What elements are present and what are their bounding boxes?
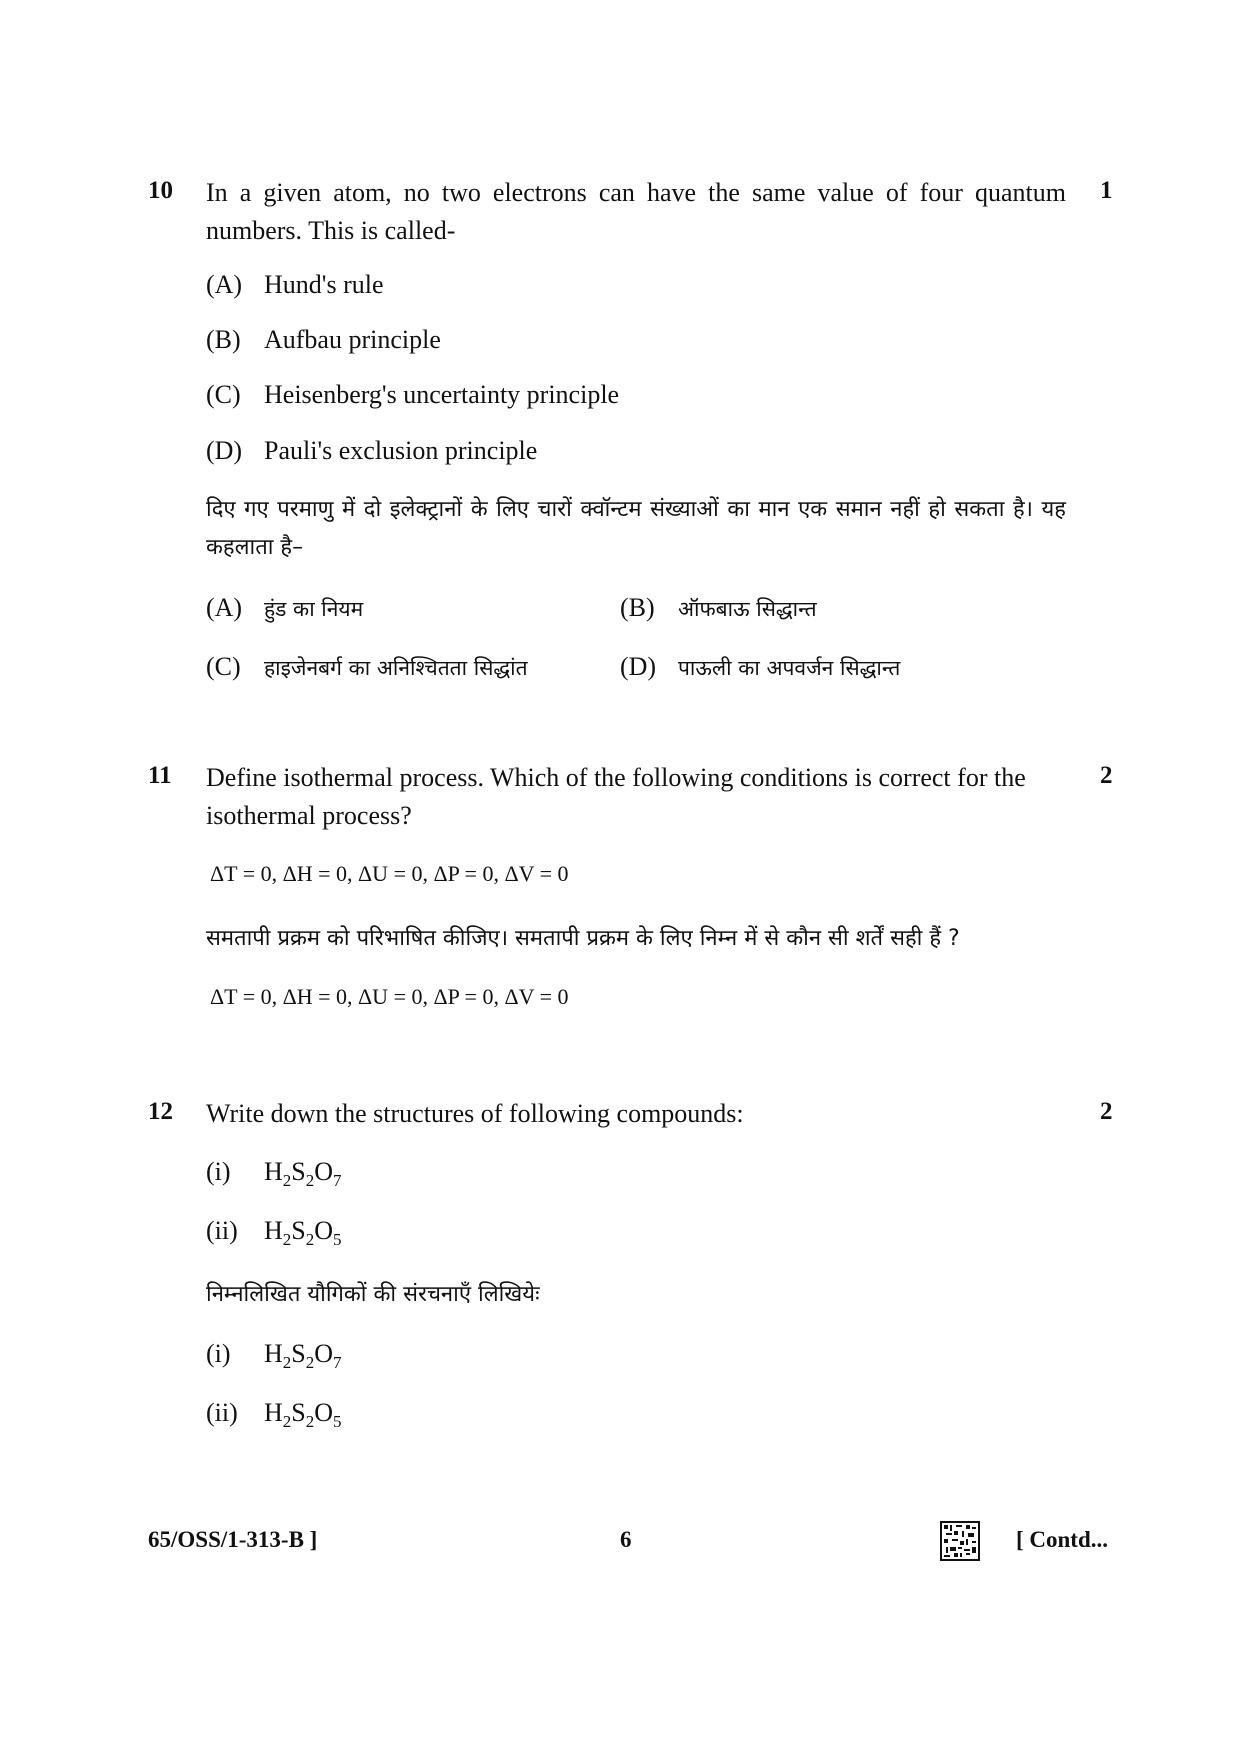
question-number: 11 — [148, 762, 172, 789]
question-text-hindi: समतापी प्रक्रम को परिभाषित कीजिए। समतापी प्रक्रम के लिए निम्न में से कौन सी शर्तें सही हैं ? — [206, 926, 960, 951]
option-text: Heisenberg's uncertainty principle — [264, 380, 620, 409]
question-marks: 2 — [1100, 1098, 1113, 1125]
option-c — [206, 380, 619, 410]
item-label: (ii) — [206, 1398, 238, 1427]
question-number: 10 — [148, 177, 173, 204]
option-label: (D) — [620, 652, 657, 681]
option-text: Hund's rule — [264, 270, 384, 299]
option-text: Aufbau principle — [264, 325, 441, 354]
item-label: (ii) — [206, 1216, 238, 1245]
option-text: हाइजेनबर्ग का अनिश्चितता सिद्धांत — [264, 656, 528, 680]
option-label: (A) — [206, 593, 243, 622]
formula: $H_2S_2O_5$ — [264, 1216, 342, 1249]
formula: $H_2S_2O_5$ — [264, 1398, 342, 1431]
option-text: Pauli's exclusion principle — [264, 436, 538, 465]
option-text: हुंड का नियम — [264, 597, 364, 621]
question-marks: 1 — [1100, 177, 1113, 204]
hindi-option-a — [206, 593, 363, 623]
qr-code-icon — [940, 1521, 980, 1561]
conditions: ΔT = 0, ΔH = 0, ΔU = 0, ΔP = 0, ΔV = 0 — [210, 861, 569, 886]
option-label: (D) — [206, 436, 243, 465]
question-text: Write down the structures of following compounds: — [206, 1099, 744, 1128]
question-number: 12 — [148, 1098, 173, 1125]
option-label: (B) — [620, 593, 655, 622]
compound-item — [206, 1157, 342, 1190]
question-text-hindi: निम्नलिखित यौगिकों की संरचनाएँ लिखियेः — [206, 1282, 540, 1307]
option-label: (B) — [206, 325, 241, 354]
question-text-hindi: दिए गए परमाणु में दो इलेक्ट्रानों के लिए चारों क्वॉन्टम संख्याओं का मान एक समान नहीं हो सकता है। यह कहलाता है– — [206, 497, 1066, 560]
item-label: (i) — [206, 1339, 231, 1368]
compound-item — [206, 1216, 342, 1249]
item-label: (i) — [206, 1157, 231, 1186]
formula: $H_2S_2O_7$ — [264, 1157, 342, 1190]
option-label: (C) — [206, 652, 241, 681]
option-label: (A) — [206, 270, 243, 299]
option-text: ऑफबाऊ सिद्धान्त — [678, 597, 817, 621]
hindi-option-b — [620, 593, 817, 623]
compound-item-hindi — [206, 1398, 342, 1431]
hindi-option-c — [206, 652, 528, 682]
hindi-option-d — [620, 652, 900, 682]
page-number: 6 — [620, 1527, 632, 1552]
question-text: Define isothermal process. Which of the following conditions is correct for the isothermal process? — [206, 763, 1026, 830]
paper-code: 65/OSS/1-313-B ] — [148, 1527, 318, 1552]
formula: $H_2S_2O_7$ — [264, 1339, 342, 1372]
option-a — [206, 270, 384, 300]
continued-label: [ Contd... — [1016, 1527, 1109, 1552]
compound-item-hindi — [206, 1339, 342, 1372]
option-d — [206, 436, 537, 466]
question-marks: 2 — [1100, 762, 1113, 789]
option-label: (C) — [206, 380, 241, 409]
conditions-hindi: ΔT = 0, ΔH = 0, ΔU = 0, ΔP = 0, ΔV = 0 — [210, 984, 569, 1009]
option-text: पाऊली का अपवर्जन सिद्धान्त — [678, 656, 901, 680]
option-b — [206, 325, 441, 355]
page-footer — [0, 1527, 1240, 1567]
question-text: In a given atom, no two electrons can have the same value of four quantum numbers. This is called- — [206, 178, 1066, 245]
